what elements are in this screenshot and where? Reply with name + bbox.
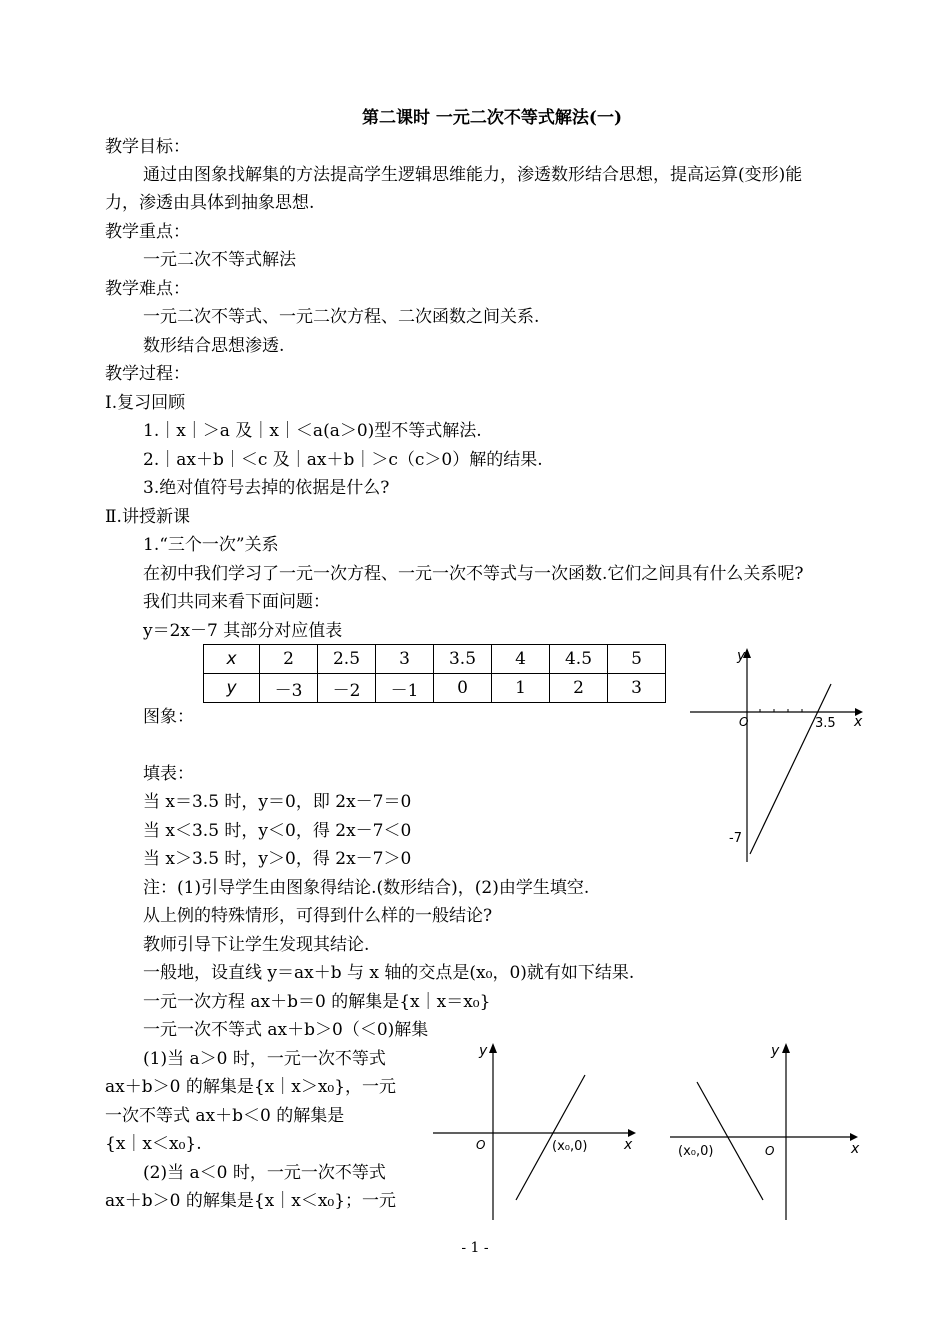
table-caption: y＝2x－7 其部分对应值表 [143,621,343,641]
equation-solution-line: 一元一次方程 ax＋b＝0 的解集是{x｜x＝x₀} [143,992,491,1012]
intercept-label: -7 [729,831,742,846]
root-label: 3.5 [815,716,836,731]
heading-difficulties: 教学难点： [105,279,190,299]
table-row [204,645,666,674]
table-row [204,674,666,703]
table-cell: 1 [492,674,550,703]
x-axis-arrow-icon [850,1133,858,1141]
note-line: 注：(1)引导学生由图象得结论.(数形结合)，(2)由学生填空. [143,878,590,898]
table-cell: 4.5 [550,645,608,674]
case-2-line-2: ax＋b＞0 的解集是{x｜x＜x₀}；一元 [105,1191,397,1211]
x-axis-label: x [854,714,863,730]
inequality-solution-line: 一元一次不等式 ax＋b＞0（＜0)解集 [143,1020,429,1040]
section-new-lesson: Ⅱ.讲授新课 [105,507,190,527]
heading-key-points: 教学重点： [105,222,190,242]
table-cell: －1 [376,674,434,703]
case-1-line-1: (1)当 a＞0 时，一元一次不等式 [143,1049,386,1069]
value-table [203,644,666,703]
key-points-text: 一元二次不等式解法 [143,250,296,270]
graph-a-positive [428,1035,648,1225]
section-review: Ⅰ.复习回顾 [105,393,186,413]
graph-line [750,684,831,854]
teacher-line: 教师引导下让学生发现其结论. [143,935,370,955]
goals-text-1: 通过由图象找解集的方法提高学生逻辑思维能力，渗透数形结合思想，提高运算(变形)能 [143,165,803,185]
y-axis-label: y [771,1043,780,1059]
case-1-line-3: 一次不等式 ax＋b＜0 的解集是 [105,1106,345,1126]
origin-label: O [739,715,749,729]
table-cell: 3 [376,645,434,674]
heading-process: 教学过程： [105,364,190,384]
goals-text-2: 力，渗透由具体到抽象思想. [105,193,315,213]
difficulties-text-2: 数形结合思想渗透. [143,336,285,356]
review-item-3: 3.绝对值符号去掉的依据是什么? [143,478,390,498]
graph-line [516,1075,588,1200]
graph-label: 图象： [143,707,194,727]
table-cell: －2 [318,674,376,703]
table-header-x: x [204,645,260,674]
case-1-line-4: {x｜x＜x₀}. [105,1134,202,1154]
graph-y-2x-7 [685,640,870,870]
case-2-line-1: (2)当 a＜0 时，一元一次不等式 [143,1163,386,1183]
difficulties-text-1: 一元二次不等式、一元二次方程、二次函数之间关系. [143,307,540,327]
table-cell: 2 [550,674,608,703]
lesson-text-2: 我们共同来看下面问题： [143,592,330,612]
table-cell: 3 [608,674,666,703]
origin-label: O [476,1138,486,1152]
lesson-text-1: 在初中我们学习了一元一次方程、一元一次不等式与一次函数.它们之间具有什么关系呢? [143,564,804,584]
origin-label: O [765,1144,775,1158]
general-line: 一般地，设直线 y＝ax＋b 与 x 轴的交点是(x₀，0)就有如下结果. [143,963,635,983]
table-cell: 2.5 [318,645,376,674]
y-axis-arrow-icon [782,1043,790,1053]
fill-line-3: 当 x＞3.5 时，y＞0，得 2x－7＞0 [143,849,412,869]
page-title: 第二课时 一元二次不等式解法(一) [362,108,623,128]
review-item-2: 2.｜ax＋b｜＜c 及｜ax＋b｜＞c（c＞0）解的结果. [143,450,543,470]
y-axis-label: y [479,1043,488,1059]
table-cell: 2 [260,645,318,674]
table-cell: －3 [260,674,318,703]
table-cell: 5 [608,645,666,674]
point-label: (x₀,0) [678,1144,714,1159]
graph-line [697,1082,763,1200]
table-header-y: y [204,674,260,703]
heading-goals: 教学目标： [105,137,190,157]
fill-line-2: 当 x＜3.5 时，y＜0，得 2x－7＜0 [143,821,412,841]
x-axis-label: x [851,1141,860,1157]
table-cell: 0 [434,674,492,703]
page-number: - 1 - [461,1240,489,1256]
y-axis-label: y [737,648,746,664]
fill-table-label: 填表： [143,764,194,784]
graph-a-negative [665,1035,870,1225]
review-item-1: 1.｜x｜＞a 及｜x｜＜a(a＞0)型不等式解法. [143,421,482,441]
lesson-item-1: 1.“三个一次”关系 [143,535,279,555]
y-axis-arrow-icon [489,1043,497,1053]
case-1-line-2: ax＋b＞0 的解集是{x｜x＞x₀}，一元 [105,1077,397,1097]
question-line: 从上例的特殊情形，可得到什么样的一般结论? [143,906,493,926]
x-axis-arrow-icon [628,1129,636,1137]
x-axis-label: x [624,1137,633,1153]
table-cell: 4 [492,645,550,674]
fill-line-1: 当 x＝3.5 时，y＝0，即 2x－7＝0 [143,792,412,812]
point-label: (x₀,0) [552,1139,588,1154]
table-cell: 3.5 [434,645,492,674]
